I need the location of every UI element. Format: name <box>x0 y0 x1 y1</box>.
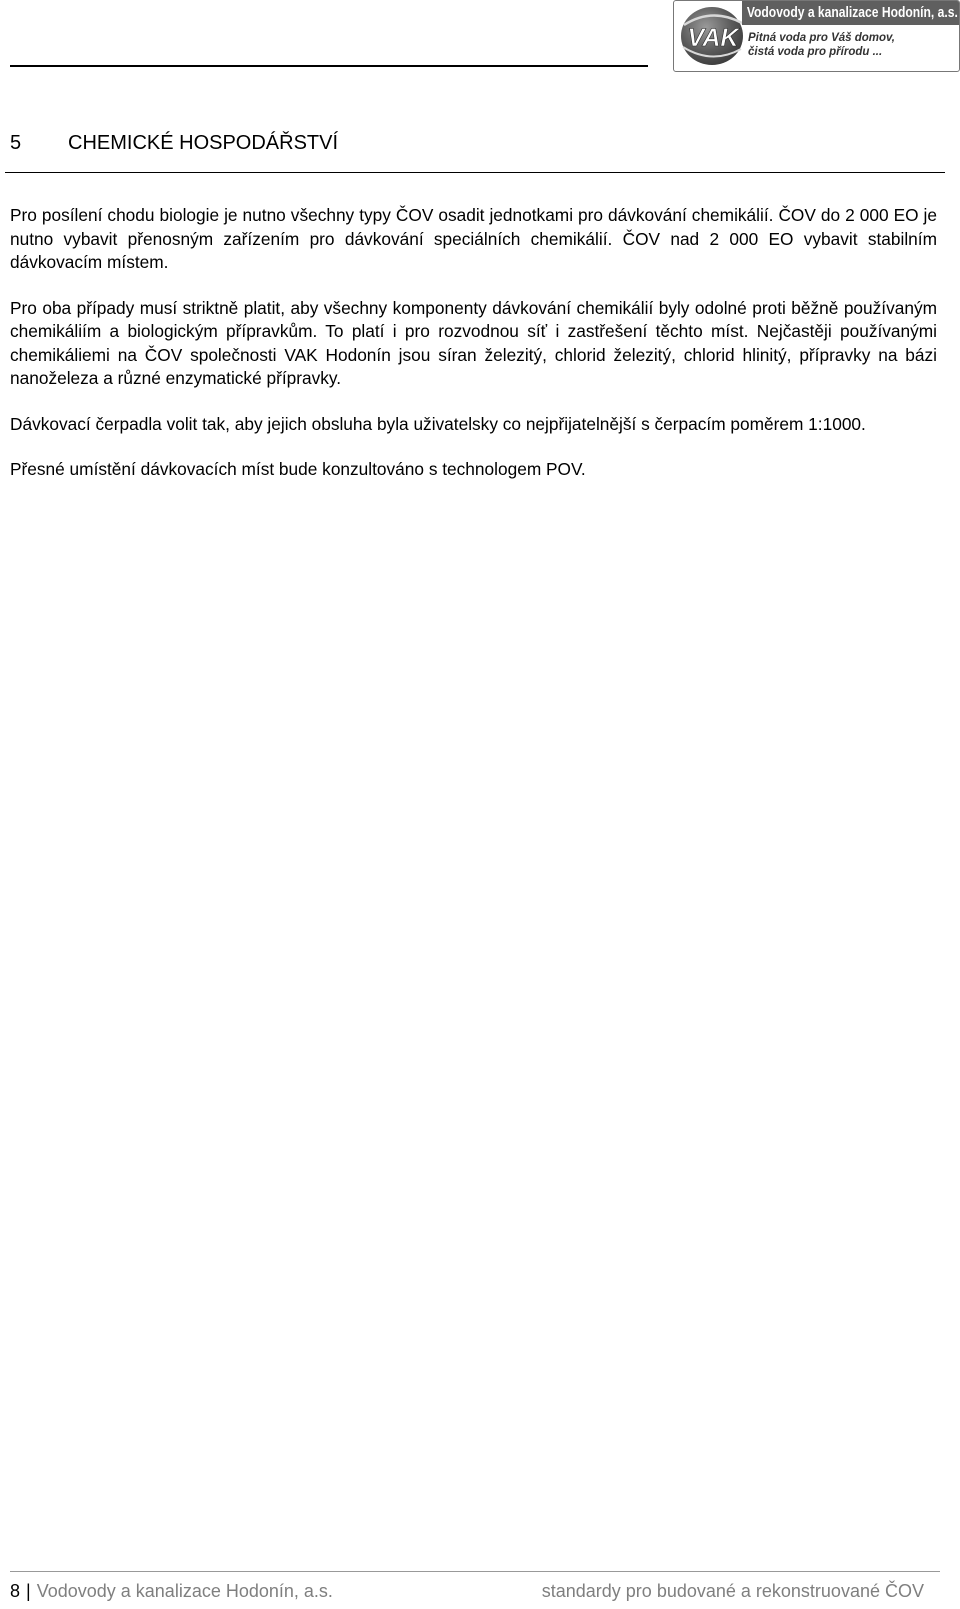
heading-rule <box>5 172 945 173</box>
footer-company: Vodovody a kanalizace Hodonín, a.s. <box>36 1581 333 1601</box>
logo-mark-text: VAK <box>687 24 739 52</box>
paragraph-4: Přesné umístění dávkovacích míst bude konzultováno s technologem POV. <box>10 459 586 479</box>
paragraph-1: Pro posílení chodu biologie je nutno všechny typy ČOV osadit jednotkami pro dávkování chemikálií. ČOV do 2 000 EO je nutno vybavit přenosným zařízením pro dávkování speciálních chemikálií. ČOV nad 2 000 EO vybavit stabilním dávkovacím místem. <box>10 205 937 272</box>
page-footer <box>10 1578 940 1604</box>
body-text <box>10 204 937 504</box>
company-logo <box>673 0 960 72</box>
paragraph-3: Dávkovací čerpadla volit tak, aby jejich obsluha byla uživatelsky co nejpřijatelnější s čerpacím poměrem 1:1000. <box>10 413 866 434</box>
vak-logo-icon <box>678 5 750 67</box>
page-number: 8 <box>10 1581 21 1601</box>
section-title: CHEMICKÉ HOSPODÁŘSTVÍ <box>68 132 339 154</box>
logo-title: Vodovody a kanalizace Hodonín, a.s. <box>742 1 960 25</box>
section-number: 5 <box>10 132 22 154</box>
footer-document-title: standardy pro budované a rekonstruované ČOV <box>541 1581 924 1601</box>
logo-slogan-line2: čistá voda pro přírodu ... <box>748 46 883 58</box>
footer-separator: | <box>26 1581 31 1601</box>
logo-slogan-line1: Pitná voda pro Váš domov, <box>748 32 895 44</box>
section-heading <box>10 129 945 157</box>
footer-rule <box>10 1571 940 1572</box>
paragraph-2: Pro oba případy musí striktně platit, aby všechny komponenty dávkování chemikálií byly odolné proti běžně používaným chemikáliím a biologickým přípravkům. To platí i pro rozvodnou síť i zastřešení těchto míst. Nejčastěji používanými chemikáliemi na ČOV společnosti VAK Hodonín jsou síran železitý, chlorid železitý, chlorid hlinitý, přípravky na bázi nanoželeza a různé enzymatické přípravky. <box>10 297 937 388</box>
header-rule <box>10 65 648 67</box>
